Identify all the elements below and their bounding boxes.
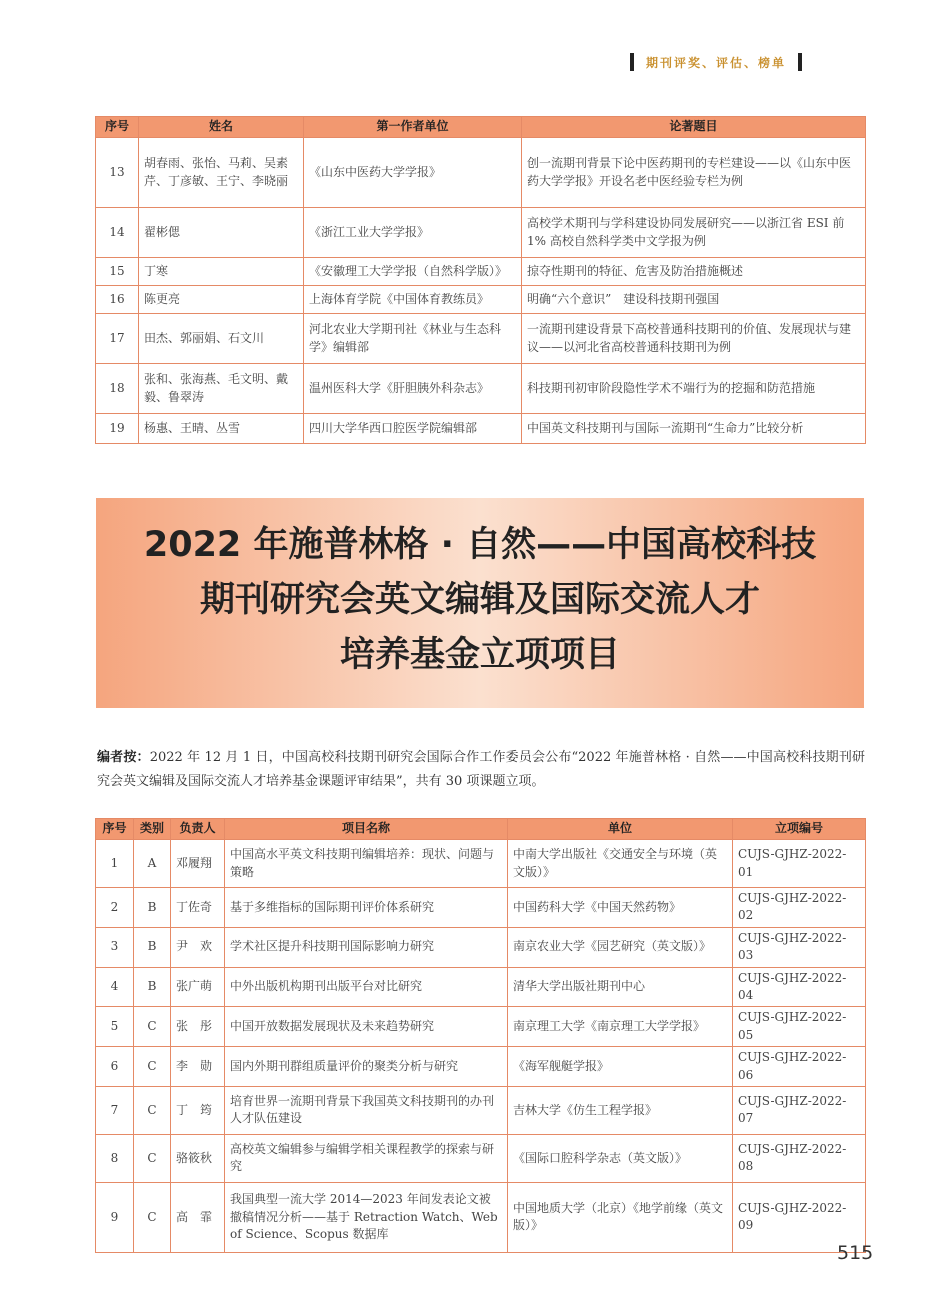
cell-project: 培育世界一流期刊背景下我国英文科技期刊的办刊人才队伍建设 [225,1086,508,1134]
cell-unit: 清华大学出版社期刊中心 [508,967,733,1007]
table-row [96,1047,866,1087]
editor-note [97,746,865,794]
cell-code: CUJS-GJHZ-2022-03 [733,927,866,967]
cell-names: 胡春雨、张怡、马莉、吴素芹、丁彦敏、王宁、李晓丽 [139,138,304,208]
cell-unit: 南京农业大学《园艺研究（英文版）》 [508,927,733,967]
cell-code: CUJS-GJHZ-2022-09 [733,1182,866,1252]
column-header: 类别 [134,819,171,840]
cell-no: 4 [96,967,134,1007]
cell-lead: 尹 欢 [171,927,225,967]
cell-no: 13 [96,138,139,208]
cell-cat: B [134,927,171,967]
cell-title: 一流期刊建设背景下高校普通科技期刊的价值、发展现状与建议——以河北省高校普通科技期刊为例 [522,314,866,364]
cell-names: 田杰、郭丽娟、石文川 [139,314,304,364]
cell-no: 1 [96,840,134,888]
cell-lead: 丁 筠 [171,1086,225,1134]
cell-code: CUJS-GJHZ-2022-06 [733,1047,866,1087]
cell-project: 国内外期刊群组质量评价的聚类分析与研究 [225,1047,508,1087]
cell-lead: 丁佐奇 [171,888,225,928]
column-header: 序号 [96,117,139,138]
column-header: 论著题目 [522,117,866,138]
table-row [96,888,866,928]
cell-cat: C [134,1047,171,1087]
cell-code: CUJS-GJHZ-2022-08 [733,1134,866,1182]
cell-title: 科技期刊初审阶段隐性学术不端行为的挖掘和防范措施 [522,364,866,414]
table-row [96,414,866,444]
banner-title-line-1: 2022 年施普林格 · 自然——中国高校科技 [143,525,817,565]
cell-unit: 南京理工大学《南京理工大学学报》 [508,1007,733,1047]
cell-no: 7 [96,1086,134,1134]
table-header-row [96,117,866,138]
cell-names: 陈更亮 [139,286,304,314]
cell-unit: 《海军舰艇学报》 [508,1047,733,1087]
editor-note-label: 编者按： [97,750,150,765]
cell-no: 6 [96,1047,134,1087]
cell-title: 明确“六个意识” 建设科技期刊强国 [522,286,866,314]
column-header: 序号 [96,819,134,840]
cell-unit: 河北农业大学期刊社《林业与生态科学》编辑部 [304,314,522,364]
cell-code: CUJS-GJHZ-2022-04 [733,967,866,1007]
cell-cat: C [134,1007,171,1047]
cell-project: 中外出版机构期刊出版平台对比研究 [225,967,508,1007]
section-title-banner [96,498,864,708]
running-head-bar-left [630,53,634,71]
cell-project: 我国典型一流大学 2014—2023 年间发表论文被撤稿情况分析——基于 Retraction Watch、Web of Science、Scopus 数据库 [225,1182,508,1252]
column-header: 项目名称 [225,819,508,840]
running-head-text: 期刊评奖、评估、榜单 [646,55,787,70]
cell-no: 9 [96,1182,134,1252]
cell-no: 5 [96,1007,134,1047]
banner-title-line-2: 期刊研究会英文编辑及国际交流人才 [199,580,760,620]
cell-no: 3 [96,927,134,967]
cell-title: 掠夺性期刊的特征、危害及防治措施概述 [522,258,866,286]
cell-lead: 李 勋 [171,1047,225,1087]
table-row [96,1134,866,1182]
cell-unit: 温州医科大学《肝胆胰外科杂志》 [304,364,522,414]
cell-no: 15 [96,258,139,286]
running-head [628,52,868,72]
cell-no: 8 [96,1134,134,1182]
cell-names: 杨惠、王晴、丛雪 [139,414,304,444]
banner-title-line-3: 培养基金立项项目 [339,635,620,675]
editor-note-text: 2022 年 12 月 1 日，中国高校科技期刊研究会国际合作工作委员会公布“2022 年施普林格 · 自然——中国高校科技期刊研究会英文编辑及国际交流人才培养基金课题评审结果”，共有 30 项课题立项。 [97,750,865,789]
project-table [95,818,866,1253]
column-header: 负责人 [171,819,225,840]
column-header: 姓名 [139,117,304,138]
cell-cat: B [134,967,171,1007]
table-row [96,927,866,967]
table-row [96,840,866,888]
cell-title: 中国英文科技期刊与国际一流期刊“生命力”比较分析 [522,414,866,444]
table-row [96,1086,866,1134]
cell-project: 中国开放数据发展现状及未来趋势研究 [225,1007,508,1047]
cell-cat: C [134,1134,171,1182]
table-row [96,1007,866,1047]
cell-no: 18 [96,364,139,414]
cell-cat: C [134,1086,171,1134]
cell-unit: 中国药科大学《中国天然药物》 [508,888,733,928]
cell-lead: 张广萌 [171,967,225,1007]
cell-lead: 高 霏 [171,1182,225,1252]
cell-unit: 《国际口腔科学杂志（英文版）》 [508,1134,733,1182]
cell-no: 14 [96,208,139,258]
cell-unit: 吉林大学《仿生工程学报》 [508,1086,733,1134]
cell-names: 张和、张海燕、毛文明、戴毅、鲁翠涛 [139,364,304,414]
cell-names: 翟彬偲 [139,208,304,258]
cell-no: 19 [96,414,139,444]
cell-title: 创一流期刊背景下论中医药期刊的专栏建设——以《山东中医药大学学报》开设名老中医经验专栏为例 [522,138,866,208]
column-header: 立项编号 [733,819,866,840]
table-row [96,138,866,208]
cell-cat: C [134,1182,171,1252]
cell-unit: 中国地质大学（北京）《地学前缘（英文版）》 [508,1182,733,1252]
cell-code: CUJS-GJHZ-2022-07 [733,1086,866,1134]
cell-title: 高校学术期刊与学科建设协同发展研究——以浙江省 ESI 前 1% 高校自然科学类中文学报为例 [522,208,866,258]
cell-no: 17 [96,314,139,364]
cell-code: CUJS-GJHZ-2022-01 [733,840,866,888]
cell-project: 学术社区提升科技期刊国际影响力研究 [225,927,508,967]
cell-unit: 四川大学华西口腔医学院编辑部 [304,414,522,444]
cell-names: 丁寒 [139,258,304,286]
cell-no: 2 [96,888,134,928]
running-head-bar-right [798,53,802,71]
cell-no: 16 [96,286,139,314]
cell-unit: 中南大学出版社《交通安全与环境（英文版）》 [508,840,733,888]
table-row [96,208,866,258]
cell-unit: 《浙江工业大学学报》 [304,208,522,258]
table-row [96,967,866,1007]
table-row [96,314,866,364]
page-number: 515 [837,1242,874,1264]
cell-project: 中国高水平英文科技期刊编辑培养：现状、问题与策略 [225,840,508,888]
cell-lead: 邓履翔 [171,840,225,888]
cell-lead: 骆筱秋 [171,1134,225,1182]
table-row [96,286,866,314]
table-row [96,258,866,286]
cell-project: 基于多维指标的国际期刊评价体系研究 [225,888,508,928]
cell-project: 高校英文编辑参与编辑学相关课程教学的探索与研究 [225,1134,508,1182]
table-row [96,1182,866,1252]
cell-cat: B [134,888,171,928]
table-header-row [96,819,866,840]
column-header: 单位 [508,819,733,840]
cell-lead: 张 彤 [171,1007,225,1047]
cell-unit: 《山东中医药大学学报》 [304,138,522,208]
cell-code: CUJS-GJHZ-2022-05 [733,1007,866,1047]
table-row [96,364,866,414]
column-header: 第一作者单位 [304,117,522,138]
paper-award-table [95,116,866,444]
cell-cat: A [134,840,171,888]
cell-unit: 上海体育学院《中国体育教练员》 [304,286,522,314]
cell-code: CUJS-GJHZ-2022-02 [733,888,866,928]
cell-unit: 《安徽理工大学学报（自然科学版）》 [304,258,522,286]
